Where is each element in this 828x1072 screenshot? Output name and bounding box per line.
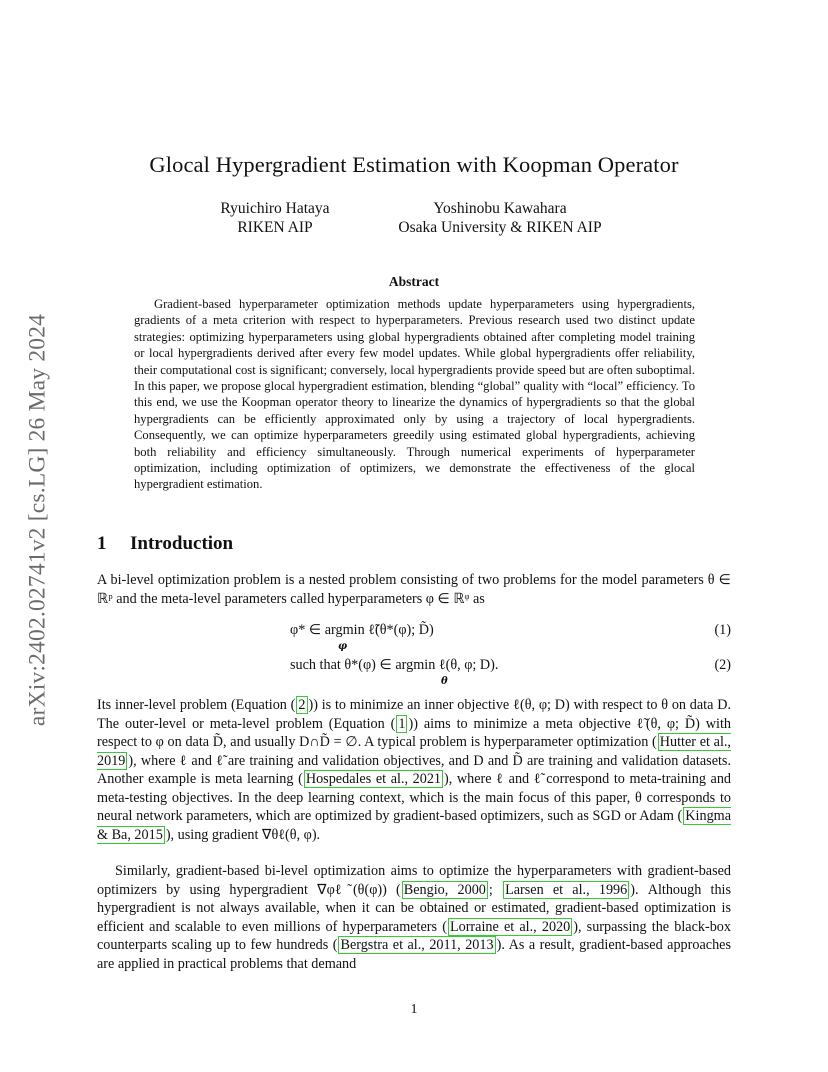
equation-1-number: (1) <box>714 622 731 638</box>
author-affiliation: Osaka University & RIKEN AIP <box>398 219 602 236</box>
arxiv-identifier-stamp: arXiv:2402.02741v2 [cs.LG] 26 May 2024 <box>24 313 51 727</box>
equation-1 <box>290 622 434 639</box>
citation-link[interactable]: Larsen et al., 1996 <box>505 881 628 898</box>
author-name: Ryuichiro Hataya <box>220 200 330 217</box>
equation-2-number: (2) <box>714 657 731 673</box>
equation-2 <box>290 657 498 674</box>
equation-reference-link[interactable]: 2 <box>298 697 306 713</box>
citation-link[interactable]: Hospedales et al., 2021 <box>305 771 442 787</box>
citation-link[interactable]: Bergstra et al., 2011, 2013 <box>340 937 494 953</box>
section-heading <box>97 533 233 555</box>
citation-link[interactable]: Bengio, 2000 <box>403 881 486 898</box>
equation-1-subscript: φ <box>338 641 348 652</box>
equation-2-text: such that θ*(φ) ∈ argmin ℓ(θ, φ; D). <box>290 657 499 673</box>
equation-1-text: φ* ∈ argmin ℓ̃(θ*(φ); D̃) <box>290 622 434 638</box>
author-block <box>190 199 360 237</box>
section-number: 1 <box>97 533 107 554</box>
page-number: 1 <box>410 1002 418 1017</box>
section-title: Introduction <box>130 533 234 554</box>
citation-link[interactable]: Hutter et al., 2019 <box>97 734 731 769</box>
author-block <box>370 199 630 237</box>
abstract-heading: Abstract <box>388 274 440 289</box>
equation-2-subscript: θ <box>441 676 448 687</box>
author-affiliation: RIKEN AIP <box>237 219 313 236</box>
author-name: Yoshinobu Kawahara <box>433 200 567 217</box>
equation-reference-link[interactable]: 1 <box>398 715 406 732</box>
citation-link[interactable]: Lorraine et al., 2020 <box>449 918 571 935</box>
abstract-body: Gradient-based hyperparameter optimization methods update hyperparameters using hypergradients, gradients of a meta criterion with respect to hyperparameters. Previous research used two distinct update strategies: optimizing hyperparameters using global hypergradients obtained after completing model training or local hypergradients derived after every few model updates. While global hypergradients offer reliability, their computational cost is significant; conversely, local hypergradients provide speed but are often suboptimal. In this paper, we propose glocal hypergradient estimation, blending “global” quality with “local” efficiency. To this end, we use the Koopman operator theory to linearize the dynamics of hypergradients so that the global hypergradients can be efficiently approximated only by using a trajectory of local hypergradients. Consequently, we can optimize hyperparameters greedily using estimated global hypergradients, achieving both reliability and efficiency simultaneously. Through numerical experiments of hyperparameter optimization, including optimization of optimizers, we demonstrate the effectiveness of the glocal hypergradient estimation. <box>134 297 695 492</box>
intro-paragraph-1: A bi-level optimization problem is a nested problem consisting of two problems for the model parameters θ ∈ ℝᵖ and the meta-level parameters called hyperparameters φ ∈ ℝᵠ as <box>97 572 731 607</box>
citation-link[interactable]: Kingma & Ba, 2015 <box>97 808 731 843</box>
intro-paragraph-3: Similarly, gradient-based bi-level optimization aims to optimize the hyperparameters with gradient-based optimizers by using hypergradient ∇φℓ̃(θ(φ)) ( Bengio, 2000 ; Larsen et al., 1996 ). Although this hypergradient is not always available, when it can be obtained or estimated, gradient-based optimization is efficient and scalable to even millions of hyperparameters ( Lorraine et al., 2020 ), surpassing the black-box counterparts scaling up to few hundreds ( Bergstra et al., 2011, 2013 ). As a result, gradient-based approaches are applied in practical problems that demand <box>97 863 732 972</box>
intro-paragraph-2: Its inner-level problem (Equation ( 2 )) is to minimize an inner objective ℓ(θ, φ; D) with respect to θ on data D. The outer-level or meta-level problem (Equation ( 1 )) aims to minimize a meta objective ℓ̃(θ, φ; D̃) with respect to φ on data D̃, and usually D∩D̃ = ∅. A typical problem is hyperparameter optimization ( Hutter et al., 2019 ), where ℓ and ℓ̃ are training and validation objectives, and D and D̃ are training and validation datasets. Another example is meta learning ( Hospedales et al., 2021 ), where ℓ and ℓ̃ correspond to meta-training and meta-testing objectives. In the deep learning context, which is the main focus of this paper, θ corresponds to neural network parameters, which are optimized by gradient-based optimizers, such as SGD or Adam ( Kingma & Ba, 2015 ), using gradient ∇θℓ(θ, φ). <box>97 697 732 843</box>
paper-title: Glocal Hypergradient Estimation with Koopman Operator <box>149 152 679 177</box>
